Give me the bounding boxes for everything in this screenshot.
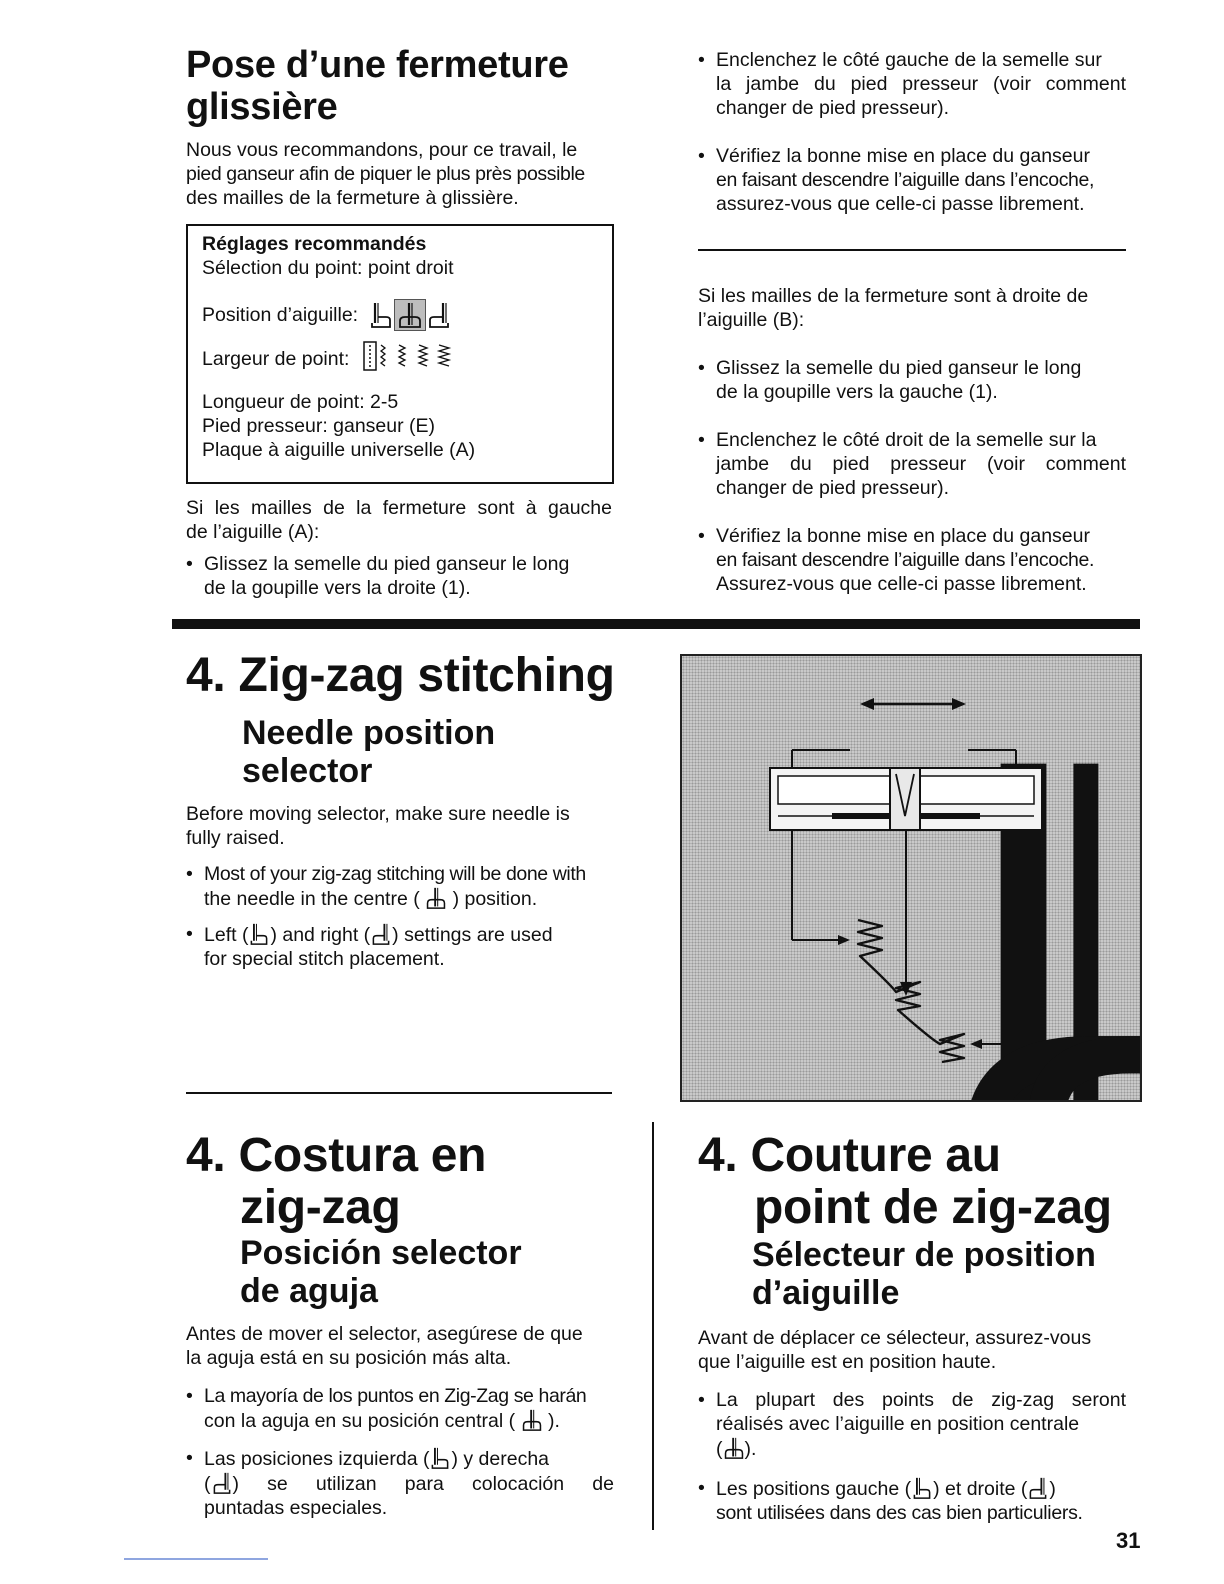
fr-subtitle: Sélecteur de position d’aiguille xyxy=(752,1236,1096,1312)
needle-center-icon xyxy=(723,1436,745,1460)
zipper-title: Pose d’une fermeture glissière xyxy=(186,44,569,128)
needle-right-icon xyxy=(370,922,392,946)
es-title: 4. Costura en zig-zag xyxy=(186,1129,487,1234)
settings-plate: Plaque à aiguille universelle (A) xyxy=(202,439,476,461)
right-bullet-2: • Vérifiez la bonne mise en place du ganseur en faisant descendre l’aiguille dans l’encoche, assurez-vous que celle-ci passe librement. xyxy=(698,144,1126,216)
section-rule xyxy=(172,619,1140,629)
fr-intro: Avant de déplacer ce sélecteur, assurez-vous que l’aiguille est en position haute. xyxy=(698,1327,1092,1373)
es-subtitle: Posición selector de aguja xyxy=(240,1234,522,1310)
settings-heading: Réglages recommandés xyxy=(202,233,427,255)
right-bullet-4: • Enclenchez le côté droit de la semelle sur la jambe du pied presseur (voir comment changer de pied presseur). xyxy=(698,428,1126,500)
divider xyxy=(698,249,1126,251)
needle-center-icon xyxy=(425,886,447,910)
settings-width-row xyxy=(202,342,598,376)
page-number: 31 xyxy=(1116,1528,1141,1553)
needle-left-icon xyxy=(248,922,270,946)
settings-box xyxy=(186,224,614,484)
needle-left-icon xyxy=(429,1446,451,1470)
needle-center-icon xyxy=(394,299,426,331)
scan-artifact-line xyxy=(124,1558,268,1560)
stitch-width-label: Largeur de point: xyxy=(202,348,350,370)
needle-position-label: Position d’aiguille: xyxy=(202,304,359,326)
zipper-intro: Nous vous recommandons, pour ce travail, le pied ganseur afin de piquer le plus près possible des mailles de la fermeture à glissière. xyxy=(186,139,585,209)
en-title: 4. Zig-zag stitching xyxy=(186,649,615,702)
needle-right-icon xyxy=(426,301,452,329)
column-separator xyxy=(652,1122,654,1530)
settings-needle-row xyxy=(202,298,598,332)
fr-bullet-1: • La plupart des points de zig-zag seront réalisés avec l’aiguille en position centrale ( ). xyxy=(698,1388,1126,1461)
settings-length: Longueur de point: 2-5 xyxy=(202,391,399,413)
en-intro: Before moving selector, make sure needle is fully raised. xyxy=(186,803,570,849)
divider-es xyxy=(186,1092,612,1094)
es-intro: Antes de mover el selector, asegúrese de que la aguja está en su posición más alta. xyxy=(186,1323,583,1369)
needle-left-icon xyxy=(368,301,394,329)
fr-title: 4. Couture au point de zig-zag xyxy=(698,1129,1112,1234)
figure-drawing xyxy=(682,656,1142,1102)
needle-center-icon xyxy=(521,1408,543,1432)
en-bullet-1: • Most of your zig-zag stitching will be done with the needle in the centre ( ) position. xyxy=(186,862,614,911)
es-bullet-1: • La mayoría de los puntos en Zig-Zag se harán con la aguja en su posición central ( ). xyxy=(186,1384,614,1433)
right-bullet-5: • Vérifiez la bonne mise en place du ganseur en faisant descendre l’aiguille dans l’encoche. Assurez-vous que celle-ci passe librement. xyxy=(698,524,1126,596)
es-bullet-2: • Las posiciones izquierda ( ) y derecha ( ) se utilizan para colocación de puntadas especiales. xyxy=(186,1446,614,1520)
needle-left-icon xyxy=(911,1476,933,1500)
settings-stitch: Sélection du point: point droit xyxy=(202,257,454,279)
right-bullet-3: • Glissez la semelle du pied ganseur le long de la goupille vers la gauche (1). xyxy=(698,356,1126,404)
fr-bullet-2: • Les positions gauche ( ) et droite ( ) sont utilisées dans des cas bien particuliers. xyxy=(698,1476,1126,1525)
needle-right-icon xyxy=(1027,1476,1049,1500)
left-case-bullet: • Glissez la semelle du pied ganseur le long de la goupille vers la droite (1). xyxy=(186,552,612,600)
settings-foot: Pied presseur: ganseur (E) xyxy=(202,415,436,437)
right-case-text: Si les mailles de la fermeture sont à droite de l’aiguille (B): xyxy=(698,285,1089,331)
en-bullet-2: • Left ( ) and right ( ) settings are used for special stitch placement. xyxy=(186,922,614,971)
left-case-text: Si les mailles de la fermeture sont à gauche de l’aiguille (A): xyxy=(186,497,612,543)
needle-right-icon xyxy=(211,1471,233,1495)
stitch-width-icon xyxy=(363,339,455,379)
right-bullet-1: • Enclenchez le côté gauche de la semelle sur la jambe du pied presseur (voir comment changer de pied presseur). xyxy=(698,48,1126,120)
needle-position-figure xyxy=(680,654,1142,1102)
en-subtitle: Needle position selector xyxy=(242,714,496,790)
